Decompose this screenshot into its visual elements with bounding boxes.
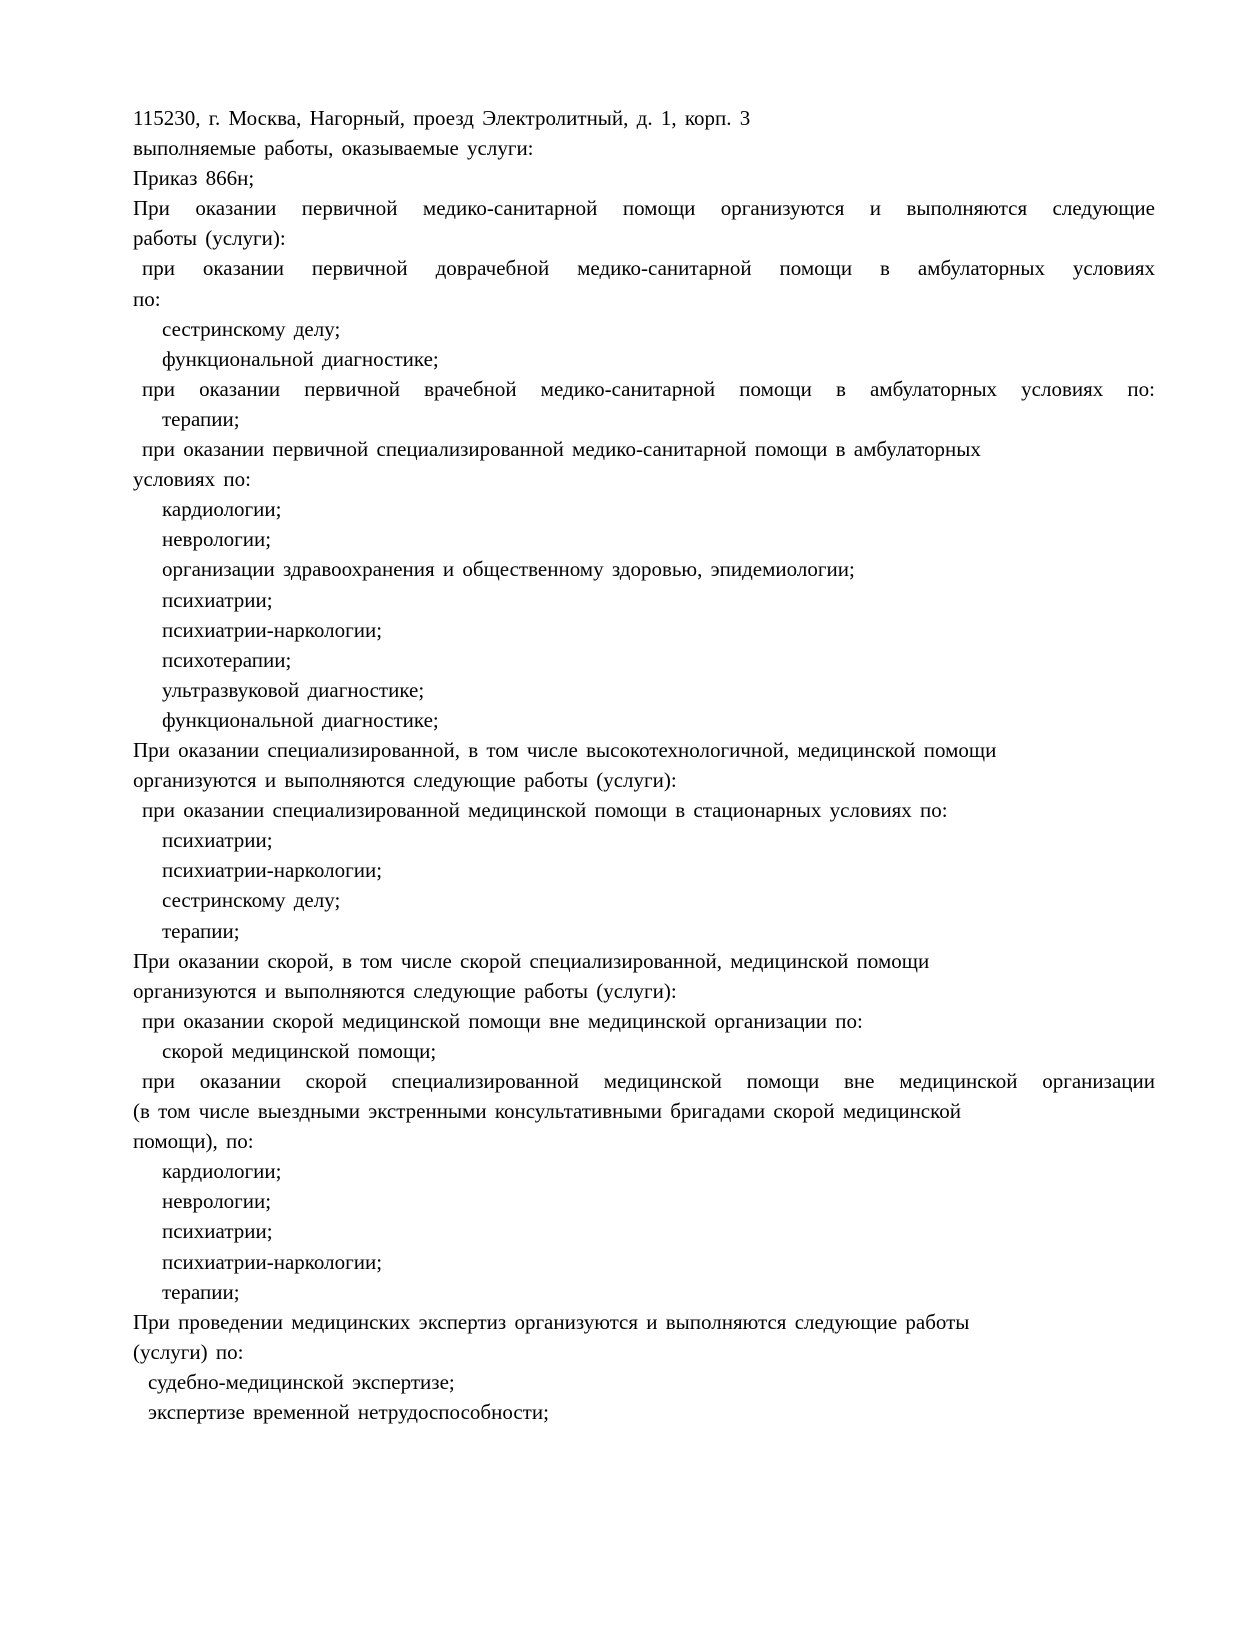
text-line: скорой медицинской помощи; bbox=[162, 1038, 437, 1063]
text-line: неврологии; bbox=[162, 1189, 272, 1214]
text-line: при оказании скорой медицинской помощи вне медицинской организации по: bbox=[142, 1008, 863, 1033]
text-line: организуются и выполняются следующие работы (услуги): bbox=[133, 768, 677, 793]
text-line: экспертизе временной нетрудоспособности; bbox=[148, 1400, 549, 1425]
text-line: 115230, г. Москва, Нагорный, проезд Электролитный, д. 1, корп. 3 bbox=[133, 106, 751, 130]
text-line: (в том числе выездными экстренными консультативными бригадами скорой медицинской bbox=[133, 1099, 961, 1124]
text-line: сестринскому делу; bbox=[162, 888, 341, 913]
text-line: функциональной диагностике; bbox=[162, 707, 439, 732]
text-line: сестринскому делу; bbox=[162, 316, 341, 341]
text-line: при оказании первичной специализированной медико-санитарной помощи в амбулаторных bbox=[142, 437, 981, 462]
text-line: ультразвуковой диагностике; bbox=[162, 677, 425, 702]
text-line: функциональной диагностике; bbox=[162, 346, 439, 371]
text-line: судебно-медицинской экспертизе; bbox=[148, 1369, 455, 1394]
text-line: психотерапии; bbox=[162, 647, 292, 672]
text-line: При оказании первичной медико-санитарной помощи организуются и выполняются следующие bbox=[133, 196, 1155, 221]
text-line: при оказании специализированной медицинской помощи в стационарных условиях по: bbox=[142, 798, 948, 823]
text-line: помощи), по: bbox=[133, 1129, 254, 1154]
text-line: неврологии; bbox=[162, 527, 272, 552]
text-line: при оказании скорой специализированной медицинской помощи вне медицинской организации bbox=[142, 1069, 1155, 1093]
text-line: психиатрии-наркологии; bbox=[162, 617, 383, 642]
text-line: выполняемые работы, оказываемые услуги: bbox=[133, 136, 534, 161]
text-line: При оказании специализированной, в том числе высокотехнологичной, медицинской помощи bbox=[133, 737, 997, 762]
text-line: психиатрии-наркологии; bbox=[162, 858, 383, 883]
text-line: психиатрии; bbox=[162, 587, 273, 612]
text-line: терапии; bbox=[162, 406, 240, 431]
license-works-text bbox=[133, 103, 1155, 1427]
text-line: психиатрии; bbox=[162, 1219, 273, 1244]
text-line: психиатрии; bbox=[162, 828, 273, 853]
text-line: организации здравоохранения и общественному здоровью, эпидемиологии; bbox=[162, 557, 855, 582]
text-line: (услуги) по: bbox=[133, 1339, 244, 1364]
text-line: при оказании первичной врачебной медико-санитарной помощи в амбулаторных условиях по: bbox=[142, 376, 1155, 401]
text-line: работы (услуги): bbox=[133, 226, 286, 251]
text-line: При оказании скорой, в том числе скорой специализированной, медицинской помощи bbox=[133, 948, 930, 973]
text-line: по: bbox=[133, 286, 161, 311]
text-line: терапии; bbox=[162, 1279, 240, 1304]
text-line: организуются и выполняются следующие работы (услуги): bbox=[133, 978, 677, 1003]
text-line: кардиологии; bbox=[162, 497, 282, 522]
text-line: условиях по: bbox=[133, 467, 251, 492]
text-line: психиатрии-наркологии; bbox=[162, 1249, 383, 1274]
text-line: Приказ 866н; bbox=[133, 166, 255, 191]
text-line: кардиологии; bbox=[162, 1159, 282, 1184]
text-line: При проведении медицинских экспертиз организуются и выполняются следующие работы bbox=[133, 1309, 970, 1334]
text-line: при оказании первичной доврачебной медико-санитарной помощи в амбулаторных условиях bbox=[142, 256, 1155, 281]
text-line: терапии; bbox=[162, 918, 240, 943]
